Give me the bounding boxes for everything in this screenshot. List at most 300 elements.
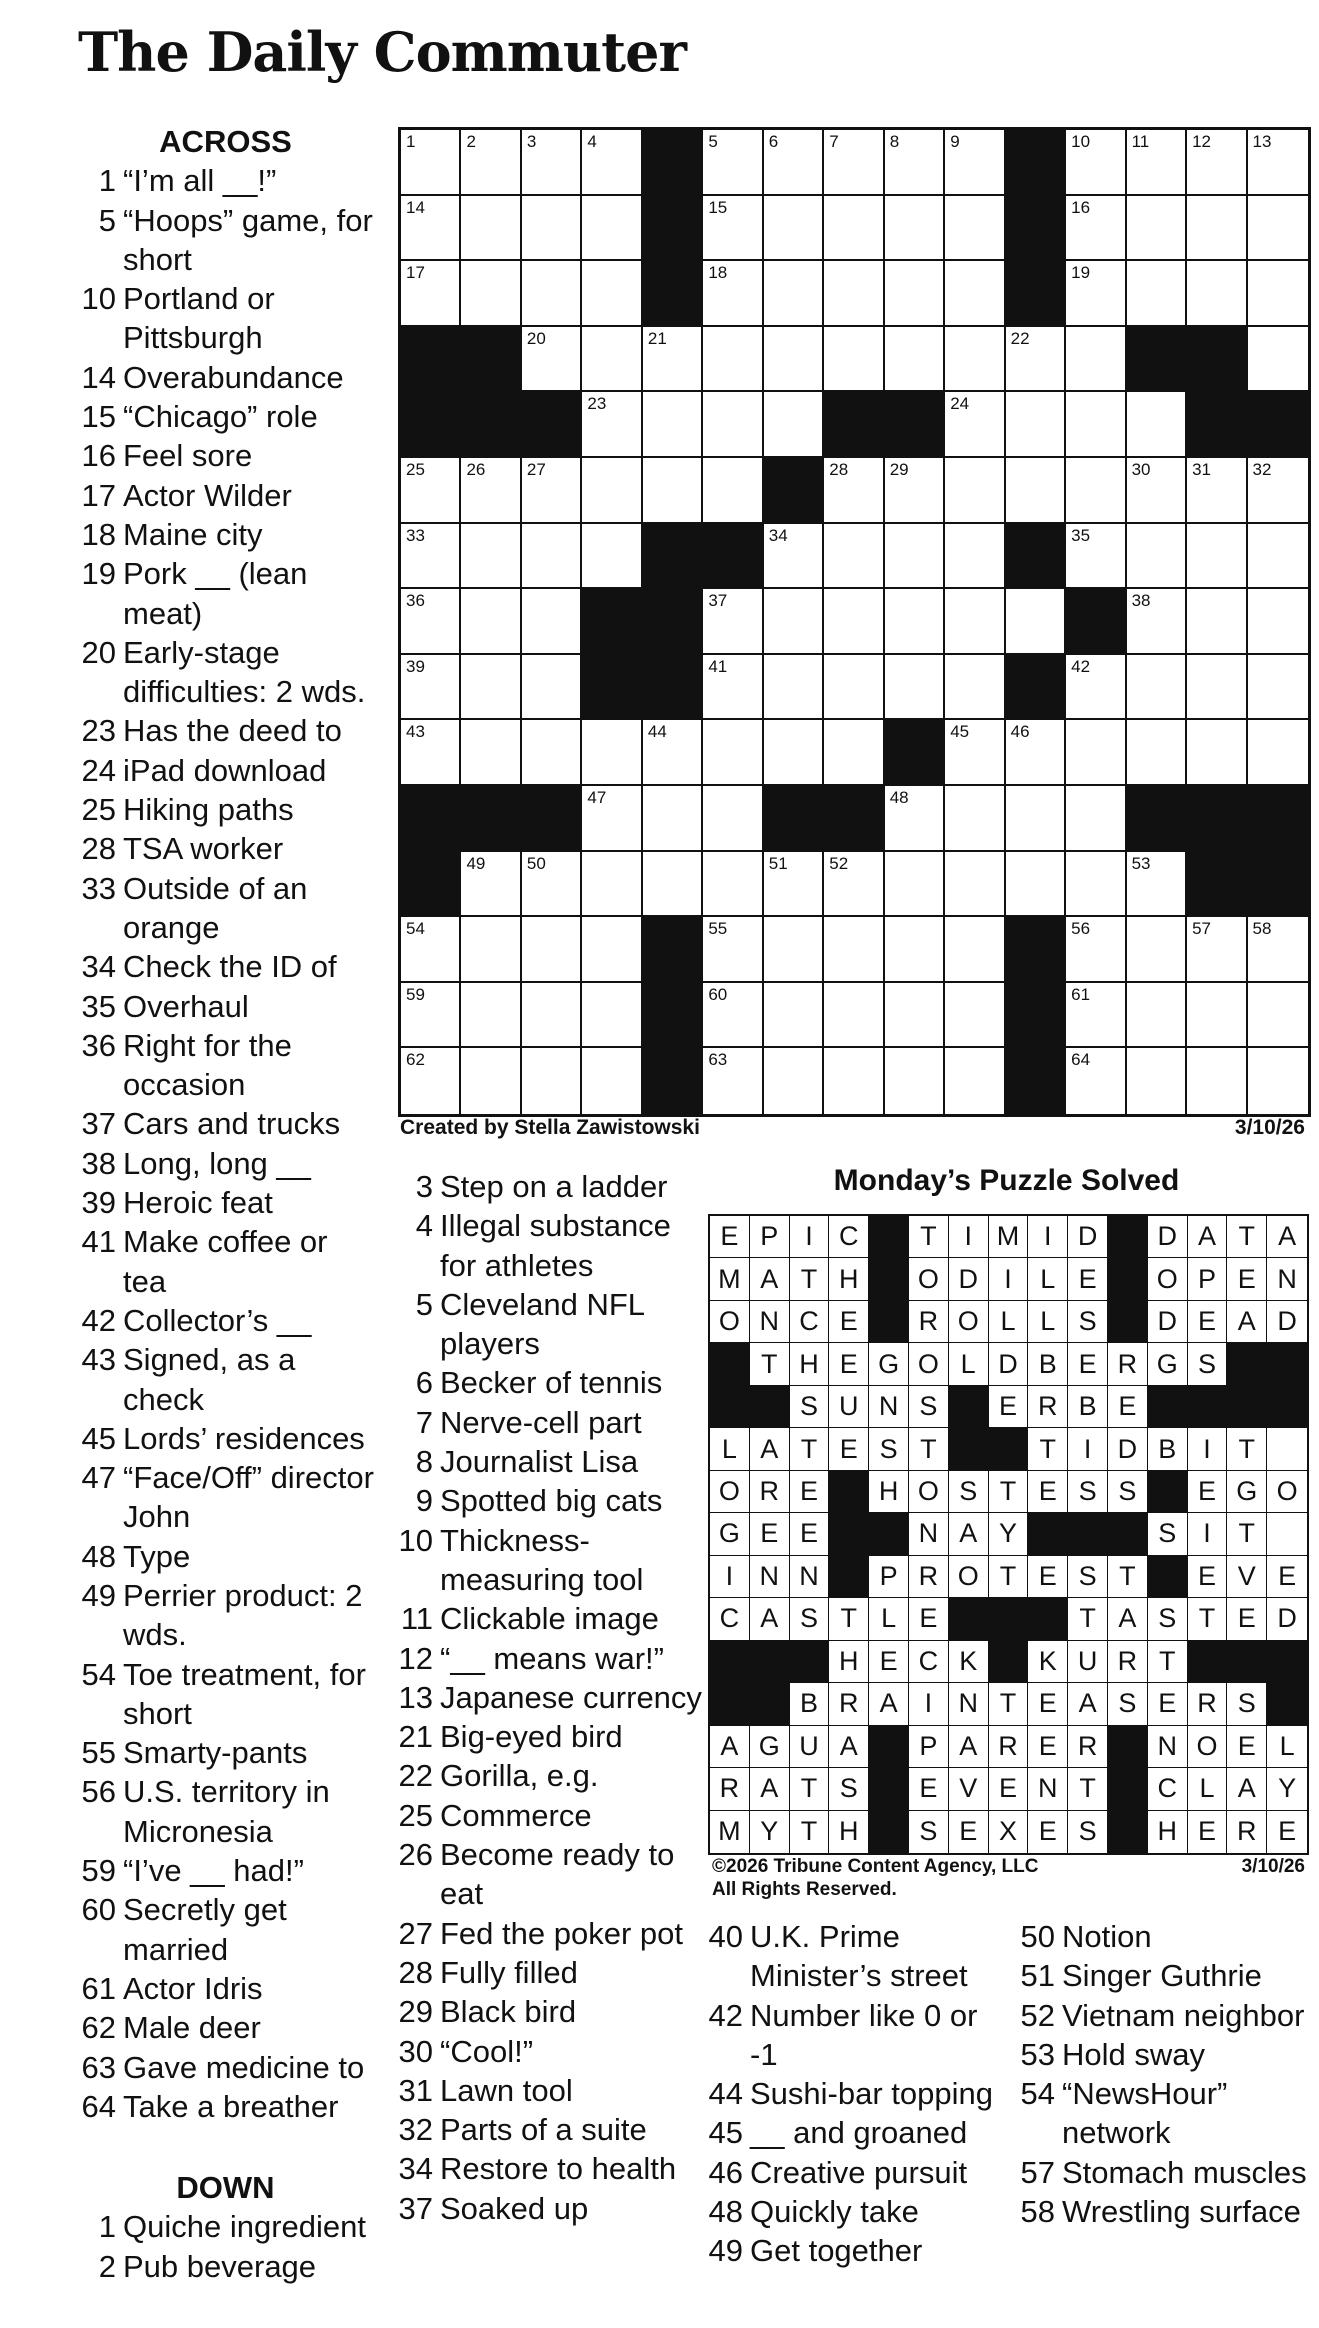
grid-cell[interactable] [945, 720, 1005, 786]
grid-cell[interactable] [1248, 130, 1308, 196]
grid-cell[interactable] [1187, 458, 1247, 524]
black-square [1006, 196, 1066, 262]
grid-cell[interactable] [824, 261, 884, 327]
grid-cell[interactable] [1066, 917, 1126, 983]
clue-number: 45 [81, 1420, 116, 1456]
grid-cell[interactable] [582, 196, 642, 262]
grid-cell[interactable] [764, 130, 824, 196]
grid-cell[interactable] [824, 327, 884, 393]
grid-cell[interactable] [1006, 458, 1066, 524]
grid-cell[interactable] [522, 983, 582, 1049]
puzzle-credit: Created by Stella Zawistowski [400, 1116, 700, 1139]
grid-cell[interactable] [643, 720, 703, 786]
grid-cell[interactable] [703, 196, 763, 262]
grid-cell[interactable] [522, 524, 582, 590]
grid-cell[interactable] [945, 983, 1005, 1049]
grid-cell[interactable] [764, 720, 824, 786]
grid-cell[interactable] [522, 655, 582, 721]
solution-cell: C [1148, 1768, 1188, 1810]
grid-cell[interactable] [703, 852, 763, 918]
clue-text: Portland or Pittsburgh [123, 281, 275, 356]
black-square [885, 392, 945, 458]
grid-cell[interactable] [1187, 261, 1247, 327]
grid-cell[interactable] [1187, 983, 1247, 1049]
clue-text: Overabundance [123, 359, 344, 395]
grid-cell[interactable] [1248, 983, 1308, 1049]
clue-item [78, 869, 378, 948]
grid-cell[interactable] [824, 130, 884, 196]
grid-cell[interactable] [824, 589, 884, 655]
clue-number: 17 [81, 477, 116, 513]
grid-cell[interactable] [703, 720, 763, 786]
black-square [703, 524, 763, 590]
grid-cell[interactable] [643, 458, 703, 524]
grid-cell[interactable] [522, 1048, 582, 1114]
cell-number: 54 [406, 919, 425, 939]
grid-cell[interactable] [643, 392, 703, 458]
grid-cell[interactable] [1248, 196, 1308, 262]
clue-text: U.S. territory in Micronesia [123, 1774, 330, 1849]
grid-cell[interactable] [1187, 589, 1247, 655]
grid-cell[interactable] [401, 261, 461, 327]
cell-number: 33 [406, 525, 425, 545]
grid-cell[interactable] [401, 130, 461, 196]
grid-cell[interactable] [1006, 720, 1066, 786]
solution-cell: H [829, 1641, 869, 1683]
cell-number: 58 [1252, 919, 1272, 939]
clue-item [1017, 1996, 1317, 2035]
cell-number: 30 [1131, 459, 1151, 479]
grid-cell[interactable] [643, 786, 703, 852]
solution-cell: A [1267, 1216, 1307, 1258]
solution-cell: D [1108, 1428, 1148, 1470]
grid-cell[interactable] [764, 196, 824, 262]
clue-number: 35 [81, 988, 116, 1024]
solution-cell: B [790, 1683, 830, 1725]
solution-black-square [1148, 1471, 1188, 1513]
grid-cell[interactable] [522, 852, 582, 918]
clue-text: Commerce [440, 1797, 592, 1833]
cell-number: 7 [829, 132, 839, 151]
grid-cell[interactable] [945, 327, 1005, 393]
grid-cell[interactable] [401, 655, 461, 721]
grid-cell[interactable] [945, 196, 1005, 262]
grid-cell[interactable] [1127, 524, 1187, 590]
clue-number: 50 [1020, 1919, 1055, 1954]
grid-cell[interactable] [1248, 917, 1308, 983]
clue-item [1017, 2192, 1317, 2231]
black-square [764, 458, 824, 524]
solution-black-square [1108, 1811, 1148, 1853]
grid-cell[interactable] [1127, 196, 1187, 262]
clue-text: Maine city [123, 516, 263, 552]
grid-cell[interactable] [945, 130, 1005, 196]
grid-cell[interactable] [703, 261, 763, 327]
grid-cell[interactable] [1066, 458, 1126, 524]
solution-cell: E [1188, 1471, 1228, 1513]
grid-cell[interactable] [1066, 1048, 1126, 1114]
grid-cell[interactable] [945, 852, 1005, 918]
grid-cell[interactable] [764, 983, 824, 1049]
grid-cell[interactable] [824, 524, 884, 590]
solution-black-square [1267, 1683, 1307, 1725]
cell-number: 24 [950, 394, 970, 414]
grid-cell[interactable] [824, 458, 884, 524]
grid-cell[interactable] [1187, 130, 1247, 196]
clue-item [78, 554, 378, 633]
solution-cell: E [1227, 1598, 1267, 1640]
clue-item [78, 2207, 378, 2246]
grid-cell[interactable] [885, 589, 945, 655]
grid-cell[interactable] [885, 458, 945, 524]
grid-cell[interactable] [764, 261, 824, 327]
grid-cell[interactable] [945, 458, 1005, 524]
grid-cell[interactable] [945, 655, 1005, 721]
clue-text: “__ means war!” [440, 1640, 664, 1676]
grid-cell[interactable] [703, 983, 763, 1049]
solution-cell: N [909, 1513, 949, 1555]
grid-cell[interactable] [401, 458, 461, 524]
grid-cell[interactable] [703, 786, 763, 852]
grid-cell[interactable] [1187, 655, 1247, 721]
grid-cell[interactable] [824, 1048, 884, 1114]
grid-cell[interactable] [522, 327, 582, 393]
grid-cell[interactable] [401, 524, 461, 590]
grid-cell[interactable] [1006, 392, 1066, 458]
solution-black-square [790, 1641, 830, 1683]
clue-item [78, 201, 378, 280]
solution-cell: G [750, 1726, 790, 1768]
grid-cell[interactable] [824, 983, 884, 1049]
grid-cell[interactable] [885, 655, 945, 721]
grid-cell[interactable] [703, 655, 763, 721]
grid-cell[interactable] [1006, 786, 1066, 852]
grid-cell[interactable] [643, 852, 703, 918]
grid-cell[interactable] [885, 1048, 945, 1114]
grid-cell[interactable] [1006, 852, 1066, 918]
grid-cell[interactable] [461, 917, 521, 983]
clue-item [78, 1576, 378, 1655]
clue-text: Secretly get married [123, 1892, 287, 1967]
cell-number: 22 [1010, 328, 1030, 348]
grid-cell[interactable] [885, 524, 945, 590]
grid-cell[interactable] [764, 852, 824, 918]
clue-number: 33 [81, 870, 116, 906]
grid-cell[interactable] [401, 983, 461, 1049]
grid-cell[interactable] [522, 720, 582, 786]
grid-cell[interactable] [824, 196, 884, 262]
grid-cell[interactable] [945, 589, 1005, 655]
grid-cell[interactable] [1127, 983, 1187, 1049]
clue-number: 48 [708, 2194, 743, 2230]
cell-number: 52 [829, 853, 849, 873]
grid-cell[interactable] [582, 524, 642, 590]
clue-number: 59 [81, 1853, 116, 1889]
solution-cell: I [1188, 1513, 1228, 1555]
clue-number: 22 [398, 1758, 433, 1794]
clue-number: 5 [98, 202, 116, 238]
grid-cell[interactable] [1127, 261, 1187, 327]
grid-cell[interactable] [703, 392, 763, 458]
grid-cell[interactable] [1066, 852, 1126, 918]
grid-cell[interactable] [582, 327, 642, 393]
grid-cell[interactable] [1066, 786, 1126, 852]
grid-cell[interactable] [401, 1048, 461, 1114]
grid-cell[interactable] [582, 852, 642, 918]
clue-text: Cars and trucks [123, 1106, 341, 1142]
grid-cell[interactable] [401, 196, 461, 262]
grid-cell[interactable] [945, 261, 1005, 327]
clue-item [705, 1996, 1005, 2075]
grid-cell[interactable] [1066, 261, 1126, 327]
grid-cell[interactable] [885, 327, 945, 393]
grid-cell[interactable] [461, 720, 521, 786]
grid-cell[interactable] [461, 196, 521, 262]
clue-number: 10 [81, 281, 116, 317]
grid-cell[interactable] [461, 983, 521, 1049]
clue-text: Cleveland NFL players [440, 1286, 644, 1362]
solution-black-square [869, 1258, 909, 1300]
solution-black-square [1108, 1726, 1148, 1768]
grid-cell[interactable] [1127, 655, 1187, 721]
grid-cell[interactable] [522, 130, 582, 196]
grid-cell[interactable] [1066, 655, 1126, 721]
cell-number: 55 [708, 919, 728, 939]
grid-cell[interactable] [522, 261, 582, 327]
crossword-grid[interactable] [398, 127, 1311, 1117]
grid-cell[interactable] [1127, 589, 1187, 655]
grid-cell[interactable] [1066, 524, 1126, 590]
grid-cell[interactable] [1248, 458, 1308, 524]
grid-cell[interactable] [1187, 720, 1247, 786]
clue-text: “I’m all __!” [123, 163, 277, 199]
grid-cell[interactable] [461, 589, 521, 655]
clue-number: 2 [98, 2248, 116, 2284]
grid-cell[interactable] [1187, 196, 1247, 262]
grid-cell[interactable] [1187, 524, 1247, 590]
grid-cell[interactable] [582, 130, 642, 196]
grid-cell[interactable] [824, 852, 884, 918]
solution-cell: T [1148, 1641, 1188, 1683]
grid-cell[interactable] [1066, 130, 1126, 196]
grid-cell[interactable] [1066, 327, 1126, 393]
black-square [643, 261, 703, 327]
grid-cell[interactable] [703, 327, 763, 393]
grid-cell[interactable] [1248, 589, 1308, 655]
grid-cell[interactable] [582, 1048, 642, 1114]
grid-cell[interactable] [885, 130, 945, 196]
solution-cell: O [949, 1556, 989, 1598]
grid-cell[interactable] [461, 458, 521, 524]
solution-cell: E [1068, 1258, 1108, 1300]
grid-cell[interactable] [1127, 130, 1187, 196]
clue-text: Become ready to eat [440, 1837, 675, 1912]
grid-cell[interactable] [522, 917, 582, 983]
grid-cell[interactable] [764, 524, 824, 590]
grid-cell[interactable] [1127, 720, 1187, 786]
grid-cell[interactable] [582, 720, 642, 786]
clue-text: “I’ve __ had!” [123, 1853, 304, 1889]
grid-cell[interactable] [522, 196, 582, 262]
cell-number: 31 [1192, 459, 1211, 479]
grid-cell[interactable] [1187, 1048, 1247, 1114]
grid-cell[interactable] [1006, 327, 1066, 393]
solution-cell: E [989, 1768, 1029, 1810]
solution-black-square [869, 1726, 909, 1768]
grid-cell[interactable] [461, 524, 521, 590]
grid-cell[interactable] [582, 917, 642, 983]
clue-text: Early-stage difficulties: 2 wds. [123, 634, 366, 710]
grid-cell[interactable] [1127, 1048, 1187, 1114]
grid-cell[interactable] [1248, 655, 1308, 721]
down-clue-list-4 [1017, 1917, 1317, 2231]
down-column-3 [705, 1917, 1005, 2271]
grid-cell[interactable] [764, 1048, 824, 1114]
cell-number: 11 [1131, 132, 1150, 151]
clue-item [78, 1026, 378, 1105]
grid-cell[interactable] [522, 458, 582, 524]
grid-cell[interactable] [1066, 392, 1126, 458]
grid-cell[interactable] [764, 327, 824, 393]
solution-cell: O [1188, 1726, 1228, 1768]
clue-item [395, 2110, 705, 2149]
grid-cell[interactable] [1127, 458, 1187, 524]
grid-cell[interactable] [1066, 196, 1126, 262]
grid-cell[interactable] [703, 1048, 763, 1114]
black-square [643, 983, 703, 1049]
grid-cell[interactable] [582, 458, 642, 524]
clue-item [705, 2192, 1005, 2231]
grid-cell[interactable] [945, 917, 1005, 983]
grid-cell[interactable] [1127, 917, 1187, 983]
grid-cell[interactable] [1248, 720, 1308, 786]
solution-cell: E [1028, 1683, 1068, 1725]
solution-cell: E [710, 1216, 750, 1258]
grid-cell[interactable] [1066, 720, 1126, 786]
cell-number: 12 [1192, 132, 1211, 151]
clue-text: Pub beverage [123, 2248, 317, 2284]
grid-cell[interactable] [1248, 261, 1308, 327]
clue-number: 30 [398, 2033, 433, 2069]
grid-cell[interactable] [643, 327, 703, 393]
solution-cell: T [829, 1598, 869, 1640]
clue-item [78, 1851, 378, 1890]
grid-cell[interactable] [885, 917, 945, 983]
grid-cell[interactable] [582, 983, 642, 1049]
grid-cell[interactable] [703, 458, 763, 524]
black-square [1248, 852, 1308, 918]
grid-cell[interactable] [522, 589, 582, 655]
grid-cell[interactable] [764, 917, 824, 983]
grid-cell[interactable] [824, 917, 884, 983]
grid-cell[interactable] [945, 524, 1005, 590]
solution-cell: A [1108, 1598, 1148, 1640]
grid-cell[interactable] [764, 392, 824, 458]
black-square [582, 589, 642, 655]
grid-cell[interactable] [401, 720, 461, 786]
grid-cell[interactable] [461, 261, 521, 327]
grid-cell[interactable] [703, 589, 763, 655]
grid-cell[interactable] [885, 852, 945, 918]
grid-cell[interactable] [461, 655, 521, 721]
clue-number: 58 [1020, 2194, 1055, 2230]
grid-cell[interactable] [1187, 917, 1247, 983]
grid-cell[interactable] [582, 392, 642, 458]
solution-cell: T [1068, 1598, 1108, 1640]
grid-cell[interactable] [764, 589, 824, 655]
clue-number: 60 [81, 1892, 116, 1928]
grid-cell[interactable] [703, 130, 763, 196]
grid-cell[interactable] [1066, 983, 1126, 1049]
grid-cell[interactable] [764, 655, 824, 721]
black-square [401, 327, 461, 393]
clue-text: Signed, as a check [123, 1342, 296, 1417]
grid-cell[interactable] [582, 786, 642, 852]
grid-cell[interactable] [461, 852, 521, 918]
grid-cell[interactable] [945, 392, 1005, 458]
solution-black-square [869, 1301, 909, 1343]
black-square [885, 720, 945, 786]
grid-cell[interactable] [885, 261, 945, 327]
clue-text: Vietnam neighbor [1062, 1997, 1305, 2033]
black-square [643, 196, 703, 262]
clue-item [395, 1442, 705, 1481]
cell-number: 59 [406, 984, 425, 1004]
grid-cell[interactable] [824, 655, 884, 721]
clue-item [395, 1835, 705, 1914]
solution-cell: I [909, 1683, 949, 1725]
solution-black-square [1227, 1641, 1267, 1683]
solution-cell: N [750, 1301, 790, 1343]
clue-item [395, 1796, 705, 1835]
grid-cell[interactable] [885, 786, 945, 852]
grid-cell[interactable] [885, 983, 945, 1049]
grid-cell[interactable] [945, 1048, 1005, 1114]
solution-cell: S [869, 1428, 909, 1470]
cell-number: 26 [466, 459, 486, 479]
clue-item [395, 1403, 705, 1442]
solution-cell: H [869, 1471, 909, 1513]
grid-cell[interactable] [1127, 392, 1187, 458]
clue-number: 19 [81, 556, 116, 592]
grid-cell[interactable] [461, 130, 521, 196]
clue-text: Fully filled [440, 1954, 578, 1990]
solution-cell: R [989, 1726, 1029, 1768]
grid-cell[interactable] [1248, 1048, 1308, 1114]
solution-cell: D [1267, 1598, 1307, 1640]
grid-cell[interactable] [1127, 852, 1187, 918]
grid-cell[interactable] [401, 589, 461, 655]
grid-cell[interactable] [885, 196, 945, 262]
grid-cell[interactable] [401, 917, 461, 983]
clue-text: Nerve-cell part [440, 1404, 642, 1440]
grid-cell[interactable] [824, 720, 884, 786]
solution-cell: R [909, 1301, 949, 1343]
solution-cell: S [1108, 1471, 1148, 1513]
solution-cell: T [989, 1556, 1029, 1598]
grid-cell[interactable] [945, 786, 1005, 852]
clue-number: 23 [81, 713, 116, 749]
grid-cell[interactable] [1248, 327, 1308, 393]
grid-cell[interactable] [1006, 589, 1066, 655]
solution-black-square [989, 1598, 1029, 1640]
solution-black-square [1148, 1386, 1188, 1428]
grid-cell[interactable] [703, 917, 763, 983]
solution-cell: N [949, 1683, 989, 1725]
grid-cell[interactable] [582, 261, 642, 327]
grid-cell[interactable] [1248, 524, 1308, 590]
grid-cell[interactable] [461, 1048, 521, 1114]
